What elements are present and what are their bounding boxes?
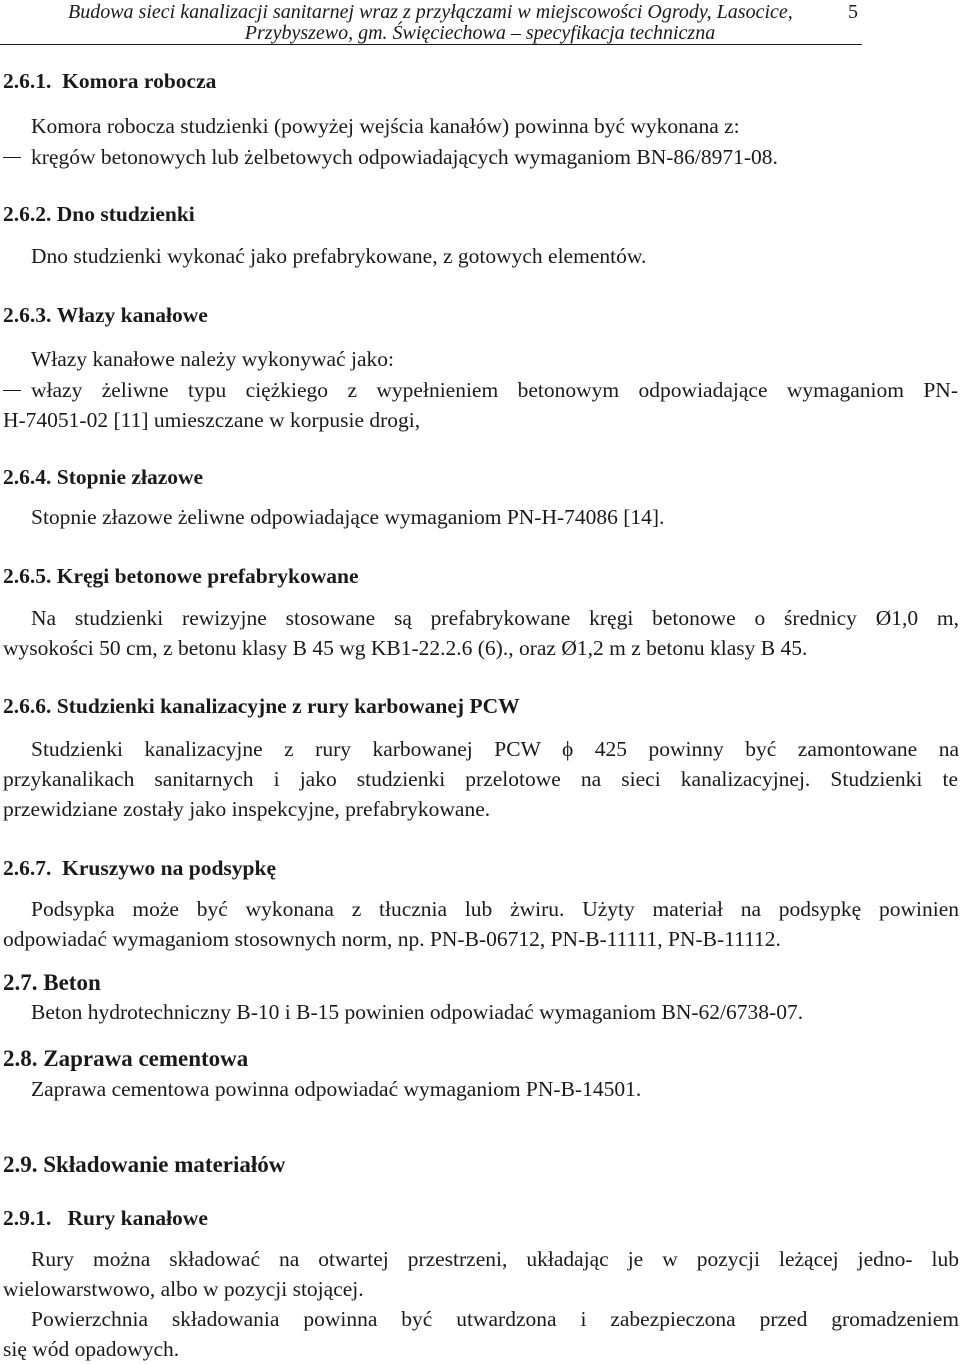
section-heading-2-6-3 (3, 300, 958, 330)
dash-bullet-icon (3, 157, 21, 158)
paragraph: Dno studzienki wykonać jako prefabrykowane, z gotowych elementów. (31, 244, 647, 268)
bullet-text-line-1: włazy żeliwne typu ciężkiego z wypełnieniem betonowym odpowiadające wymaganiom PN- (31, 378, 958, 402)
section-number: 2.7. (3, 970, 38, 995)
paragraph-line-1: Podsypka może być wykonana z tłucznia lub żwiru. Użyty materiał na podsypkę powinien (31, 897, 959, 921)
bullet-text-line-2: H-74051-02 [11] umieszczane w korpusie drogi, (3, 408, 421, 432)
dash-bullet-icon (3, 390, 21, 391)
section-title: Składowanie materiałów (43, 1152, 286, 1177)
paragraph-line-4: się wód opadowych. (3, 1337, 180, 1361)
section-title: Kruszywo na podsypkę (62, 856, 276, 880)
section-number: 2.6.1. (3, 69, 52, 93)
paragraph: Komora robocza studzienki (powyżej wejścia kanałów) powinna być wykonana z: (31, 114, 740, 138)
paragraph: Zaprawa cementowa powinna odpowiadać wymaganiom PN-B-14501. (31, 1077, 642, 1101)
section-title: Komora robocza (62, 69, 217, 93)
section-title: Zaprawa cementowa (43, 1046, 249, 1071)
section-number: 2.6.6. (3, 694, 52, 718)
section-number: 2.9.1. (3, 1206, 52, 1230)
section-number: 2.8. (3, 1046, 38, 1071)
page-number: 5 (848, 1, 858, 23)
section-heading-2-6-2 (3, 199, 958, 229)
section-number: 2.6.7. (3, 856, 52, 880)
paragraph-line-2: odpowiadać wymaganiom stosownych norm, np. PN-B-06712, PN-B-11111, PN-B-11112. (3, 927, 781, 951)
paragraph-line-3: Powierzchnia składowania powinna być utwardzona i zabezpieczona przed gromadzeniem (31, 1307, 959, 1331)
section-heading-2-6-5 (3, 561, 958, 591)
section-number: 2.9. (3, 1152, 38, 1177)
paragraph-line-1: Na studzienki rewizyjne stosowane są prefabrykowane kręgi betonowe o średnicy Ø1,0 m, (31, 606, 959, 630)
section-heading-2-9 (3, 1150, 958, 1180)
paragraph: Włazy kanałowe należy wykonywać jako: (31, 347, 394, 371)
section-heading-2-8 (3, 1044, 958, 1074)
section-title: Kręgi betonowe prefabrykowane (56, 564, 359, 588)
paragraph-line-2: wysokości 50 cm, z betonu klasy B 45 wg KB1-22.2.6 (6)., oraz Ø1,2 m z betonu klasy B 45. (3, 636, 808, 660)
paragraph: Beton hydrotechniczny B-10 i B-15 powinien odpowiadać wymaganiom BN-62/6738-07. (31, 1000, 804, 1024)
bullet-text: kręgów betonowych lub żelbetowych odpowiadających wymaganiom BN-86/8971-08. (31, 145, 778, 169)
section-number: 2.6.4. (3, 465, 52, 489)
section-number: 2.6.5. (3, 564, 52, 588)
section-number: 2.6.2. (3, 202, 52, 226)
section-heading-2-6-7 (3, 853, 958, 883)
section-heading-2-9-1 (3, 1203, 958, 1233)
paragraph-line-2: wielowarstwowo, albo w pozycji stojącej. (3, 1277, 364, 1301)
paragraph-line-3: przewidziane zostały jako inspekcyjne, prefabrykowane. (3, 797, 491, 821)
paragraph: Stopnie złazowe żeliwne odpowiadające wymaganiom PN-H-74086 [14]. (31, 505, 665, 529)
paragraph-line-1: Rury można składować na otwartej przestrzeni, układając je w pozycji leżącej jedno- lub (31, 1247, 959, 1271)
header-rule (0, 44, 862, 45)
section-title: Beton (43, 970, 101, 995)
paragraph-line-2: przykanalikach sanitarnych i jako studzienki przelotowe na sieci kanalizacyjnej. Studzienki te (3, 767, 958, 791)
section-heading-2-6-4 (3, 462, 958, 492)
section-heading-2-7 (3, 968, 958, 998)
section-heading-2-6-1 (3, 66, 958, 96)
page-header (0, 0, 960, 46)
section-number: 2.6.3. (3, 303, 52, 327)
paragraph-line-1: Studzienki kanalizacyjne z rury karbowanej PCW ϕ 425 powinny być zamontowane na (31, 737, 959, 761)
header-title-line-1: Budowa sieci kanalizacji sanitarnej wraz z przyłączami w miejscowości Ogrody, Lasocice, (68, 1, 793, 23)
section-title: Dno studzienki (56, 202, 195, 226)
header-title-line-2: Przybyszewo, gm. Święciechowa – specyfikacja techniczna (244, 22, 716, 44)
section-title: Studzienki kanalizacyjne z rury karbowanej PCW (56, 694, 520, 718)
section-heading-2-6-6 (3, 691, 958, 721)
section-title: Włazy kanałowe (56, 303, 208, 327)
section-title: Rury kanałowe (67, 1206, 208, 1230)
section-title: Stopnie złazowe (56, 465, 204, 489)
